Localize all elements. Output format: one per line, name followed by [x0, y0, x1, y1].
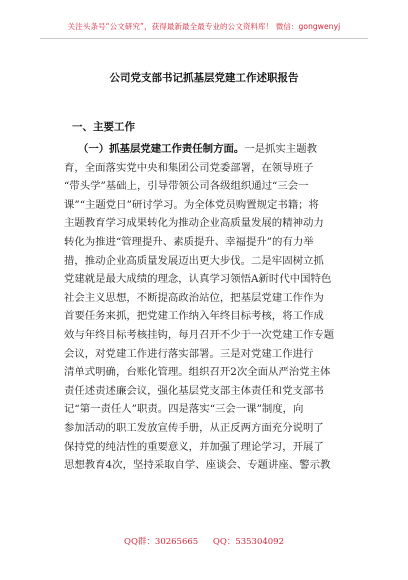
paragraph-line	[64, 345, 346, 363]
line-text: 育，全面落实党中央和集团公司党委部署，在领导班子	[64, 161, 314, 174]
paragraph-line	[64, 177, 346, 195]
paragraph-line	[64, 196, 346, 214]
section-heading: 一、主要工作	[72, 121, 135, 133]
line-text: 责任述责述廉会议，强化基层党支部主体责任和党支部书	[64, 384, 324, 397]
header-divider	[40, 38, 368, 39]
paragraph-line	[64, 307, 346, 325]
paragraph-line	[64, 270, 346, 288]
line-text: 记“第一责任人”职责。四是落实“三会一课”制度，向	[64, 403, 304, 416]
subsection-heading: （一）抓基层党建工作责任制方面。	[78, 143, 245, 155]
paragraph-line	[64, 214, 346, 232]
paragraph-line	[64, 233, 346, 251]
line-text: 社会主义思想，不断提高政治站位，把基层党建工作作为	[64, 291, 324, 304]
paragraph-line	[78, 140, 346, 158]
line-text: 思想教育4次，坚持采取自学、座谈会、专题讲座、警示教	[64, 459, 331, 472]
paragraph-line	[64, 419, 346, 437]
footer-contacts	[0, 535, 408, 547]
line-text: 措，推动企业高质量发展迈出更大步伐。二是牢固树立抓	[64, 254, 324, 267]
paragraph-line	[64, 159, 346, 177]
line-text: “带头学”基础上，引导带领公司各级组织通过“三会一	[64, 180, 309, 193]
line-text: 效与年终目标考核挂钩，每月召开不少于一次党建工作专题	[64, 329, 335, 341]
line-text: 会议，对党建工作进行落实部署。三是对党建工作进行	[64, 347, 314, 360]
footer-qq: QQ：535304092	[212, 537, 284, 547]
paragraph-line	[64, 363, 346, 381]
line-text: 保持党的纯洁性的重要意义，并加强了理论学习，开展了	[64, 440, 324, 453]
line-text: 转化为推进“管理提升、素质提升、幸福提升”的有力举	[64, 236, 314, 248]
line-text: 清单式明确，台账化管理。组织召开2次全面从严治党主体	[64, 366, 331, 379]
paragraph-line	[64, 252, 346, 270]
paragraph-line	[64, 382, 346, 400]
paragraph-line	[64, 400, 346, 418]
paragraph-line	[64, 326, 346, 344]
line-text: 党建就是最大成绩的理念，认真学习领悟A新时代中国特色	[64, 273, 332, 286]
line-text: 参加活动的职工发放宣传手册，从正反两方面充分说明了	[64, 422, 324, 434]
paragraph-line	[64, 438, 346, 456]
paragraph-line	[64, 456, 346, 474]
line-text: 一是抓实主题教	[244, 143, 317, 155]
footer-qq-group: QQ群：30265665	[123, 537, 199, 547]
paragraph-line	[64, 289, 346, 307]
line-text: 主题教育学习成果转化为推动企业高质量发展的精神动力	[64, 217, 324, 230]
line-text: 首要任务来抓，把党建工作纳入年终目标考核，将工作成	[64, 310, 324, 323]
line-text: 课”“主题党日”研讨学习。为全体党员购置规定书籍；将	[64, 198, 319, 211]
header-notice: 关注头条号“公文研究”，获得最新最全最专业的公文资料库！ 微信：gongwenyj	[67, 22, 341, 31]
document-title: 公司党支部书记抓基层党建工作述职报告	[109, 72, 299, 84]
